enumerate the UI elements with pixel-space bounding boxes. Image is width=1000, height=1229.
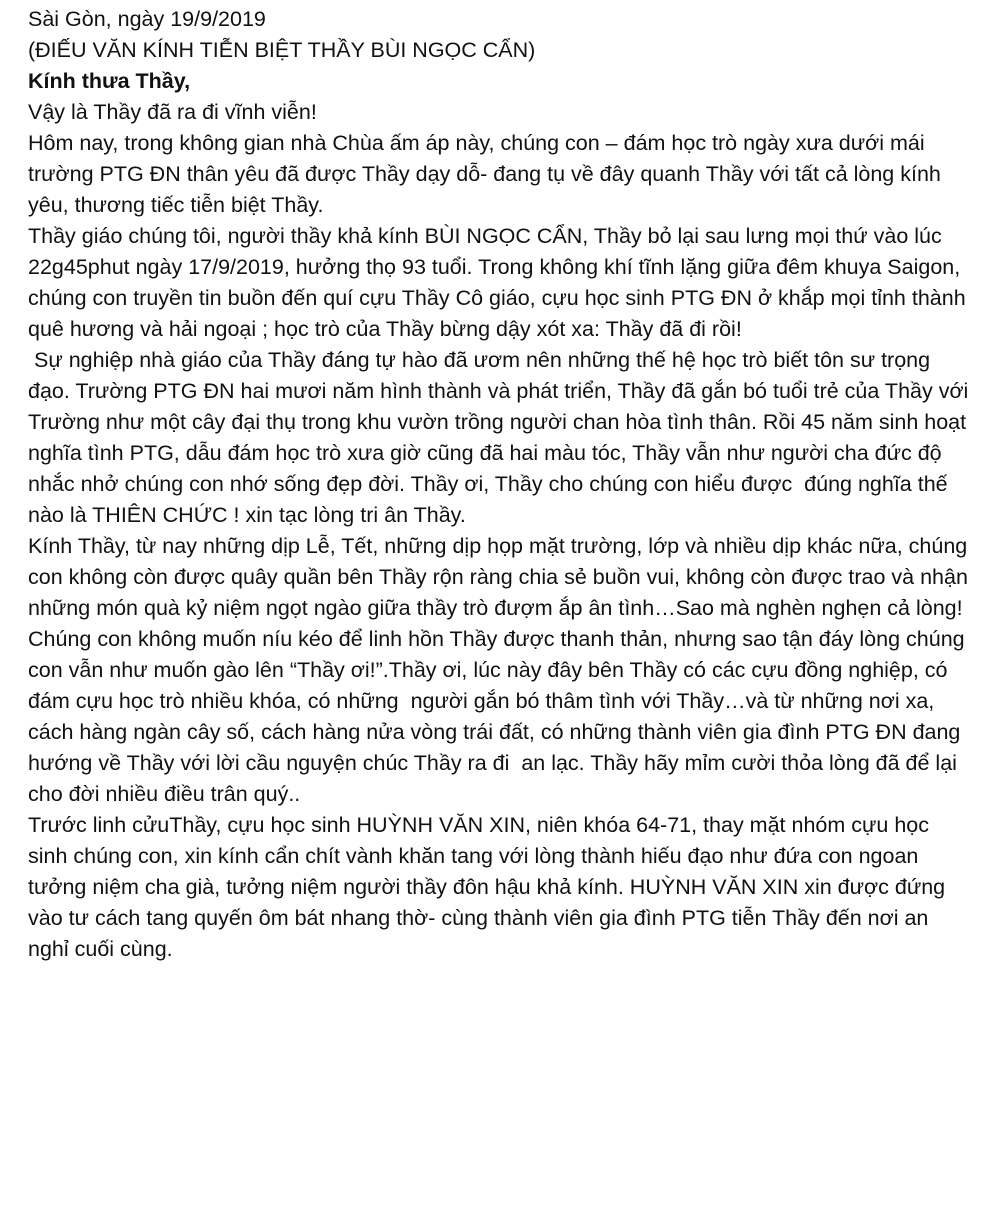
eulogy-document [28, 4, 974, 965]
paragraph-tribute: Trước linh cửuThầy, cựu học sinh HUỲNH VĂN XIN, niên khóa 64-71, thay mặt nhóm cựu học sinh chúng con, xin kính cẩn chít vành khăn tang với lòng thành hiếu đạo như đứa con ngoan tưởng niệm cha già, tưởng niệm người thầy đôn hậu khả kính. HUỲNH VĂN XIN xin được đứng vào tư cách tang quyến ôm bát nhang thờ- cùng thành viên gia đình PTG tiễn Thầy đến nơi an nghỉ cuối cùng. [28, 813, 946, 961]
paragraph-opening: Vậy là Thầy đã ra đi vĩnh viễn! [28, 100, 317, 124]
document-heading: (ĐIẾU VĂN KÍNH TIỄN BIỆT THẦY BÙI NGỌC CẨN) [28, 38, 536, 62]
date-line: Sài Gòn, ngày 19/9/2019 [28, 7, 266, 31]
paragraph-farewell: Kính Thầy, từ nay những dịp Lễ, Tết, những dịp họp mặt trường, lớp và nhiều dịp khác nữa, chúng con không còn được quây quần bên Thầy rộn ràng chia sẻ buồn vui, không còn được trao và nhận những món quà kỷ niệm ngọt ngào giữa thầy trò đượm ắp ân tình…Sao mà nghèn nghẹn cả lòng! Chúng con không muốn níu kéo để linh hồn Thầy được thanh thản, nhưng sao tận đáy lòng chúng con vẫn như muốn gào lên “Thầy ơi!”.Thầy ơi, lúc này đây bên Thầy có các cựu đồng nghiệp, có đám cựu học trò nhiều khóa, có những người gắn bó thâm tình với Thầy…và từ những nơi xa, cách hàng ngàn cây số, cách hàng nửa vòng trái đất, có những thành viên gia đình PTG ĐN đang hướng về Thầy với lời cầu nguyện chúc Thầy ra đi an lạc. Thầy hãy mỉm cười thỏa lòng đã để lại cho đời nhiều điều trân quý.. [28, 534, 974, 806]
paragraph-passing-news: Thầy giáo chúng tôi, người thầy khả kính BÙI NGỌC CẨN, Thầy bỏ lại sau lưng mọi thứ vào lúc 22g45phut ngày 17/9/2019, hưởng thọ 93 tuổi. Trong không khí tĩnh lặng giữa đêm khuya Saigon, chúng con truyền tin buồn đến quí cựu Thầy Cô giáo, cựu học sinh PTG ĐN ở khắp mọi tỉnh thành quê hương và hải ngoại ; học trò của Thầy bừng dậy xót xa: Thầy đã đi rồi! [28, 224, 966, 341]
paragraph-gathering: Hôm nay, trong không gian nhà Chùa ấm áp này, chúng con – đám học trò ngày xưa dưới mái trường PTG ĐN thân yêu đã được Thầy dạy dỗ- đang tụ về đây quanh Thầy với tất cả lòng kính yêu, thương tiếc tiễn biệt Thầy. [28, 131, 941, 217]
paragraph-career: Sự nghiệp nhà giáo của Thầy đáng tự hào đã ươm nên những thế hệ học trò biết tôn sư trọng đạo. Trường PTG ĐN hai mươi năm hình thành và phát triển, Thầy đã gắn bó tuổi trẻ của Thầy với Trường như một cây đại thụ trong khu vườn trồng người chan hòa tình thân. Rồi 45 năm sinh hoạt nghĩa tình PTG, dẫu đám học trò xưa giờ cũng đã hai màu tóc, Thầy vẫn như người cha đức độ nhắc nhở chúng con nhớ sống đẹp đời. Thầy ơi, Thầy cho chúng con hiểu được đúng nghĩa thế nào là THIÊN CHỨC ! xin tạc lòng tri ân Thầy. [28, 348, 974, 527]
salutation: Kính thưa Thầy, [28, 69, 191, 93]
